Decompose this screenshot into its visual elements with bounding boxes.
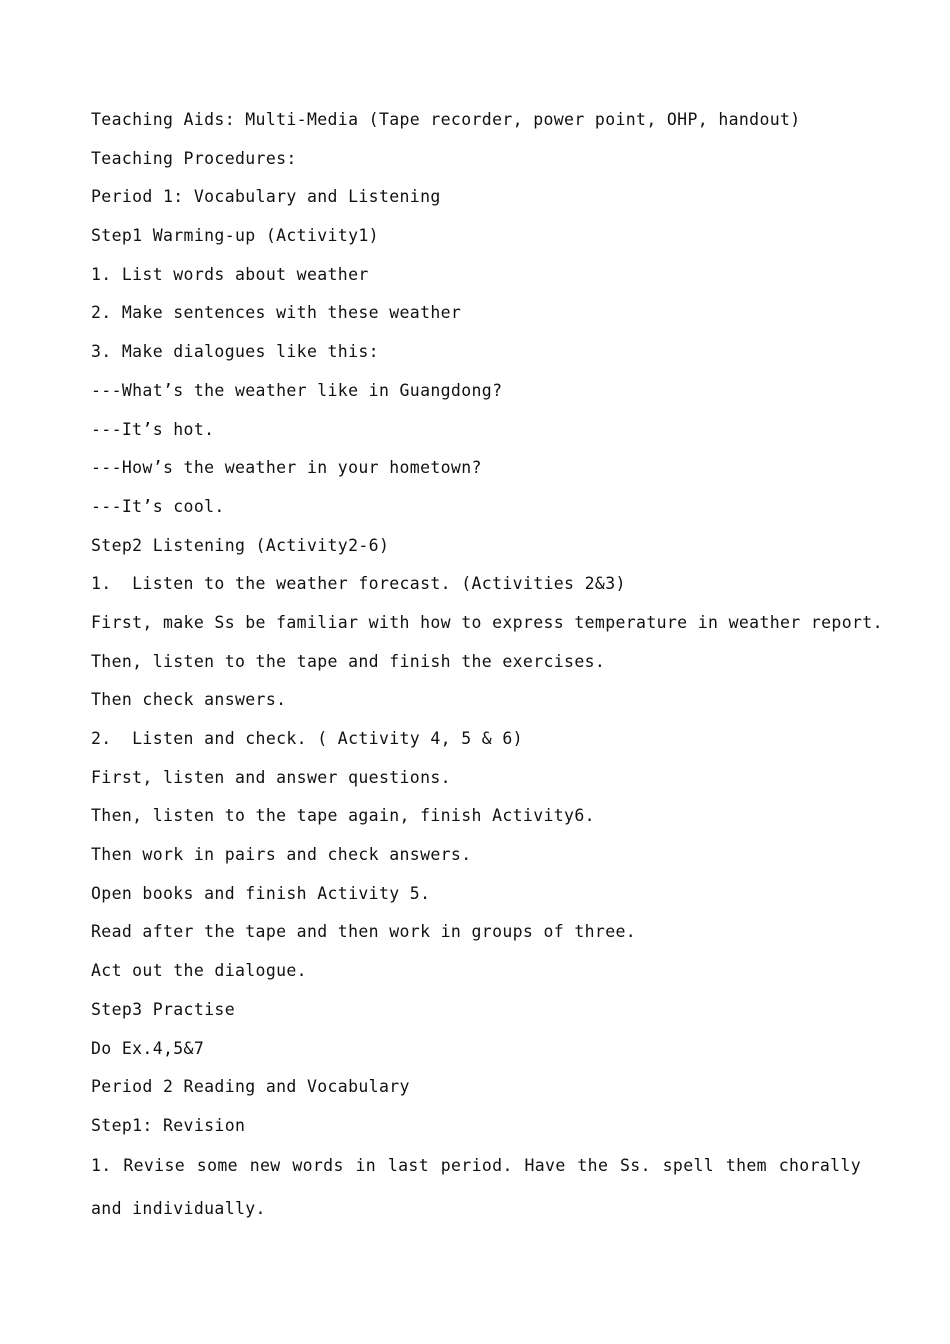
dialogue-line: ---What’s the weather like in Guangdong? (91, 380, 503, 400)
text-line: Act out the dialogue. (91, 961, 307, 981)
step3-heading: Step3 Practise (91, 999, 235, 1019)
step1-heading: Step1 Warming-up (Activity1) (91, 226, 379, 246)
period-1-heading: Period 1: Vocabulary and Listening (91, 187, 441, 207)
revision-paragraph: 1. Revise some new words in last period. Have the Ss. spell them chorally and individually. (91, 1155, 861, 1218)
step1-revision-heading: Step1: Revision (91, 1115, 246, 1135)
text-line: Read after the tape and then work in groups of three. (91, 922, 637, 942)
text-line: 2. Make sentences with these weather (91, 303, 462, 323)
text-line: 3. Make dialogues like this: (91, 342, 379, 362)
text-line: Do Ex.4,5&7 (91, 1038, 205, 1058)
text-line: Then, listen to the tape and finish the exercises. (91, 651, 606, 671)
period-2-heading: Period 2 Reading and Vocabulary (91, 1077, 410, 1097)
dialogue-line: ---How’s the weather in your hometown? (91, 458, 482, 478)
teaching-procedures-heading: Teaching Procedures: (91, 148, 297, 168)
text-line: Then work in pairs and check answers. (91, 845, 472, 865)
text-line: 1. List words about weather (91, 264, 369, 284)
text-line: Then check answers. (91, 690, 287, 710)
text-line: 1. Listen to the weather forecast. (Activities 2&3) (91, 574, 626, 594)
dialogue-line: ---It’s hot. (91, 419, 215, 439)
dialogue-line: ---It’s cool. (91, 496, 225, 516)
text-line: First, make Ss be familiar with how to express temperature in weather report. (91, 612, 883, 632)
teaching-aids-line: Teaching Aids: Multi-Media (Tape recorder, power point, OHP, handout) (91, 110, 801, 129)
text-line: Then, listen to the tape again, finish Activity6. (91, 806, 595, 826)
text-line: 2. Listen and check. ( Activity 4, 5 & 6) (91, 729, 523, 748)
text-line: Open books and finish Activity 5. (91, 883, 431, 903)
document-body (91, 101, 883, 1230)
text-line: First, listen and answer questions. (91, 767, 451, 787)
step2-heading: Step2 Listening (Activity2-6) (91, 535, 390, 555)
